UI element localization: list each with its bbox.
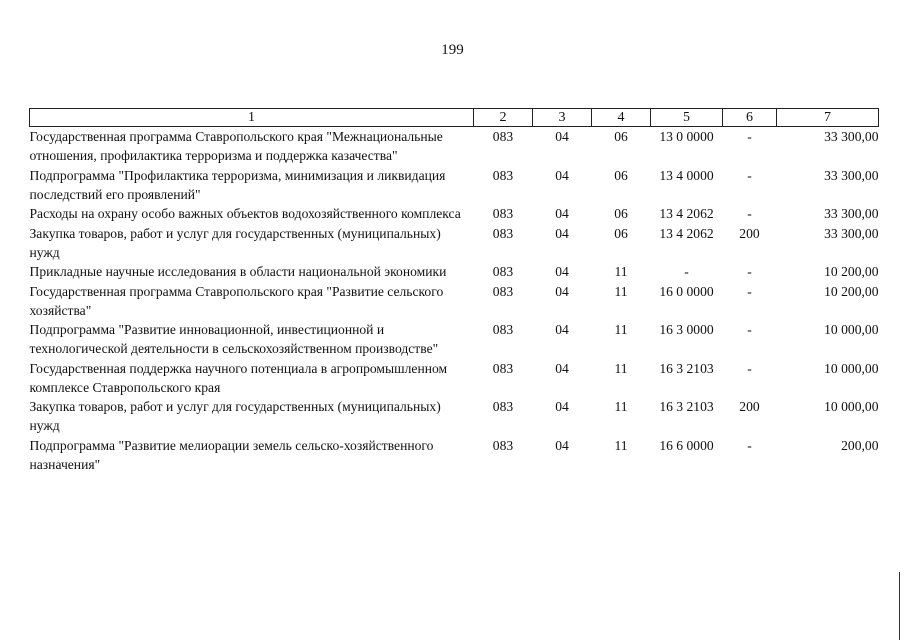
row-name: Подпрограмма "Развитие инновационной, инвестиционной и технологической деятельности в сельскохозяйственном производстве" — [29, 322, 439, 356]
table-row — [30, 436, 879, 475]
table-row — [30, 320, 879, 359]
row-section-code: 04 — [555, 322, 569, 337]
row-name: Подпрограмма "Профилактика терроризма, минимизация и ликвидация последствий его проявлений" — [29, 167, 446, 202]
row-expense-type: - — [747, 206, 752, 221]
header-col-6: 6 — [723, 109, 777, 127]
row-name: Подпрограмма "Развитие мелиорации земель сельско-хозяйственного назначения" — [29, 437, 434, 472]
row-expense-type: - — [747, 322, 752, 337]
row-program-code: 13 4 2062 — [659, 206, 714, 221]
row-expense-type: - — [747, 283, 752, 299]
row-program-code: 16 6 0000 — [659, 437, 714, 453]
row-program-code: 13 4 0000 — [659, 167, 714, 183]
row-expense-type: 200 — [739, 225, 760, 241]
row-subsection-code: 11 — [614, 399, 628, 414]
row-subsection-code: 11 — [614, 283, 628, 299]
row-amount: 10 000,00 — [824, 360, 879, 376]
row-expense-type: - — [747, 437, 752, 453]
page-edge-line — [899, 572, 900, 640]
row-section-code: 04 — [555, 399, 569, 414]
row-ministry-code: 083 — [492, 360, 514, 376]
table-row — [30, 262, 879, 282]
row-subsection-code: 06 — [614, 206, 628, 221]
header-col-1: 1 — [30, 109, 474, 127]
page-number: 199 — [441, 42, 464, 58]
row-expense-type: - — [747, 360, 752, 376]
row-name: Закупка товаров, работ и услуг для государственных (муниципальных) нужд — [29, 225, 441, 260]
header-col-7: 7 — [777, 109, 879, 127]
row-section-code: 04 — [555, 129, 569, 144]
row-program-code: 16 3 0000 — [659, 322, 714, 337]
row-ministry-code: 083 — [492, 399, 514, 414]
row-amount: 33 300,00 — [824, 225, 879, 241]
row-ministry-code: 083 — [492, 129, 514, 144]
row-section-code: 04 — [555, 360, 569, 376]
row-ministry-code: 083 — [492, 264, 514, 279]
row-program-code: 16 0 0000 — [659, 283, 714, 299]
row-program-code: 16 3 2103 — [659, 360, 714, 376]
row-amount: 10 000,00 — [824, 399, 879, 414]
row-subsection-code: 06 — [614, 225, 628, 241]
row-subsection-code: 11 — [614, 264, 628, 279]
row-amount: 33 300,00 — [824, 129, 879, 144]
table-row — [30, 127, 879, 166]
row-ministry-code: 083 — [492, 206, 514, 221]
row-name: Государственная программа Ставропольского края "Межнациональные отношения, профилактика терроризма и поддержка казачества" — [29, 129, 443, 163]
row-name: Закупка товаров, работ и услуг для государственных (муниципальных) нужд — [29, 399, 441, 433]
row-ministry-code: 083 — [492, 322, 514, 337]
row-program-code: - — [684, 264, 689, 279]
budget-table — [29, 108, 879, 474]
row-section-code: 04 — [555, 206, 569, 221]
row-ministry-code: 083 — [492, 167, 514, 183]
row-subsection-code: 11 — [614, 322, 628, 337]
row-ministry-code: 083 — [492, 437, 514, 453]
row-name: Государственная программа Ставропольского края "Развитие сельского хозяйства" — [29, 283, 444, 318]
table-row — [30, 224, 879, 263]
row-name: Расходы на охрану особо важных объектов водохозяйственного комплекса — [29, 206, 461, 221]
row-amount: 200,00 — [841, 437, 879, 453]
row-name: Государственная поддержка научного потенциала в агропромышленном комплексе Ставропольского края — [29, 360, 448, 395]
row-section-code: 04 — [555, 167, 569, 183]
row-subsection-code: 11 — [614, 360, 628, 376]
row-expense-type: - — [747, 129, 752, 144]
row-name: Прикладные научные исследования в области национальной экономики — [29, 264, 447, 279]
row-amount: 10 000,00 — [824, 322, 879, 337]
row-subsection-code: 06 — [614, 129, 628, 144]
row-section-code: 04 — [555, 283, 569, 299]
row-section-code: 04 — [555, 225, 569, 241]
header-col-2: 2 — [474, 109, 533, 127]
row-ministry-code: 083 — [492, 283, 514, 299]
table-row — [30, 166, 879, 205]
row-amount: 10 200,00 — [824, 264, 879, 279]
row-program-code: 13 4 2062 — [659, 225, 714, 241]
table-row — [30, 397, 879, 436]
row-expense-type: 200 — [739, 399, 760, 414]
header-col-4: 4 — [592, 109, 651, 127]
table-row — [30, 282, 879, 321]
row-amount: 33 300,00 — [824, 167, 879, 183]
table-header-row — [30, 109, 879, 127]
table-row — [30, 359, 879, 398]
row-ministry-code: 083 — [492, 225, 514, 241]
row-section-code: 04 — [555, 264, 569, 279]
header-col-5: 5 — [651, 109, 723, 127]
header-col-3: 3 — [533, 109, 592, 127]
row-expense-type: - — [747, 167, 752, 183]
table-row — [30, 204, 879, 224]
row-amount: 33 300,00 — [824, 206, 879, 221]
row-program-code: 16 3 2103 — [659, 399, 714, 414]
row-amount: 10 200,00 — [824, 283, 879, 299]
row-program-code: 13 0 0000 — [659, 129, 714, 144]
row-expense-type: - — [747, 264, 752, 279]
row-subsection-code: 06 — [614, 167, 628, 183]
row-subsection-code: 11 — [614, 437, 628, 453]
row-section-code: 04 — [555, 437, 569, 453]
